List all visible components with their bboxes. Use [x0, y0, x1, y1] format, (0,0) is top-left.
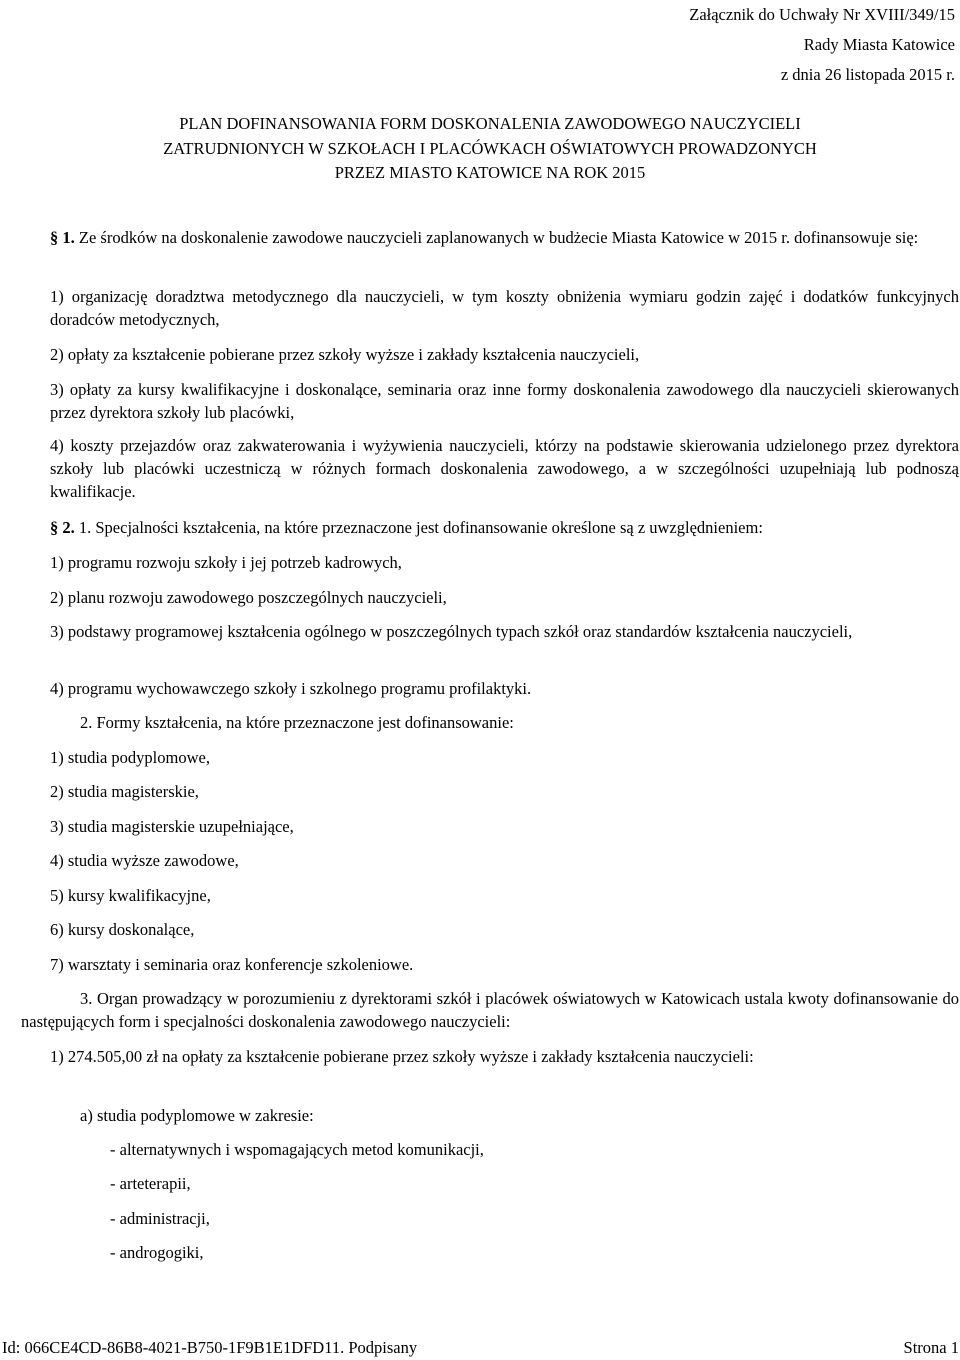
section-1-intro	[21, 226, 959, 249]
page-number: Strona 1	[903, 1338, 959, 1357]
section-1-item-2: 2) opłaty za kształcenie pobierane przez szkoły wyższe i zakłady kształcenia nauczycieli,	[50, 345, 640, 364]
section-2-p1-item-4: 4) programu wychowawczego szkoły i szkolnego programu profilaktyki.	[50, 679, 532, 698]
section-2-p1-item-3: 3) podstawy programowej kształcenia ogólnego w poszczególnych typach szkół oraz standardów kształcenia nauczycieli,	[50, 622, 853, 641]
section-1-item-1: 1) organizację doradztwa metodycznego dla nauczycieli, w tym koszty obniżenia wymiaru godzin zajęć i dodatków funkcyjnych doradców metodycznych,	[50, 287, 959, 329]
title-line-1: PLAN DOFINANSOWANIA FORM DOSKONALENIA ZAWODOWEGO NAUCZYCIELI	[179, 114, 801, 133]
attachment-header	[689, 0, 955, 90]
section-2-para-2: 2. Formy kształcenia, na które przeznaczone jest dofinansowanie:	[80, 713, 514, 732]
section-2-p2-item-5: 5) kursy kwalifikacyjne,	[50, 886, 211, 905]
header-line-1: Załącznik do Uchwały Nr XVIII/349/15	[689, 5, 955, 24]
section-2-p1-item-1: 1) programu rozwoju szkoły i jej potrzeb kadrowych,	[50, 553, 402, 572]
section-2-p2-item-4: 4) studia wyższe zawodowe,	[50, 851, 239, 870]
section-1-item-3: 3) opłaty za kursy kwalifikacyjne i doskonalące, seminaria oraz inne formy doskonalenia zawodowego dla nauczycieli skierowanych przez dyrektora szkoły lub placówki,	[50, 380, 959, 422]
title-line-3: PRZEZ MIASTO KATOWICE NA ROK 2015	[334, 163, 646, 182]
section-2-p2-item-3: 3) studia magisterskie uzupełniające,	[50, 817, 294, 836]
title-line-2: ZATRUDNIONYCH W SZKOŁACH I PLACÓWKACH OŚWIATOWYCH PROWADZONYCH	[163, 138, 817, 158]
section-2-para-3: 3. Organ prowadzący w porozumieniu z dyrektorami szkół i placówek oświatowych w Katowicach ustala kwoty dofinansowanie do następujących form i specjalności doskonalenia zawodowego nauczycieli:	[21, 989, 959, 1031]
section-2-para-1	[50, 516, 959, 539]
section-2-sub-a: a) studia podyplomowe w zakresie:	[80, 1106, 314, 1125]
section-2-sub-a-item-1: - alternatywnych i wspomagających metod komunikacji,	[110, 1140, 484, 1159]
section-2-p2-item-6: 6) kursy doskonalące,	[50, 920, 195, 939]
section-2-para-1-text: 1. Specjalności kształcenia, na które przeznaczone jest dofinansowanie określone są z uwzględnieniem:	[78, 518, 763, 537]
section-2-p3-item-1: 1) 274.505,00 zł na opłaty za kształcenie pobierane przez szkoły wyższe i zakłady kształcenia nauczycieli:	[50, 1047, 754, 1066]
section-2-number: § 2.	[50, 518, 75, 537]
section-2-p1-item-2: 2) planu rozwoju zawodowego poszczególnych nauczycieli,	[50, 588, 447, 607]
section-2-sub-a-item-4: - androgogiki,	[110, 1243, 204, 1262]
document-id: Id: 066CE4CD-86B8-4021-B750-1F9B1E1DFD11. Podpisany	[2, 1338, 418, 1357]
header-line-2: Rady Miasta Katowice	[803, 35, 955, 54]
section-1-item-4: 4) koszty przejazdów oraz zakwaterowania i wyżywienia nauczycieli, którzy na podstawie skierowania udzielonego przez dyrektora szkoły lub placówki uczestniczą w różnych formach doskonalenia zawodowego, a w szczególności uzupełniają lub podnoszą kwalifikacje.	[50, 436, 959, 501]
section-1-text: Ze środków na doskonalenie zawodowe nauczycieli zaplanowanych w budżecie Miasta Katowice w 2015 r. dofinansowuje się:	[78, 228, 919, 247]
section-2-p2-item-7: 7) warsztaty i seminaria oraz konferencje szkoleniowe.	[50, 955, 414, 974]
header-line-3: z dnia 26 listopada 2015 r.	[780, 65, 955, 84]
section-2-sub-a-item-2: - arteterapii,	[110, 1174, 191, 1193]
section-2-p2-item-2: 2) studia magisterskie,	[50, 782, 199, 801]
section-2-p2-item-1: 1) studia podyplomowe,	[50, 748, 210, 767]
section-1-number: § 1.	[50, 228, 75, 247]
section-2-sub-a-item-3: - administracji,	[110, 1209, 210, 1228]
document-title	[21, 112, 959, 186]
